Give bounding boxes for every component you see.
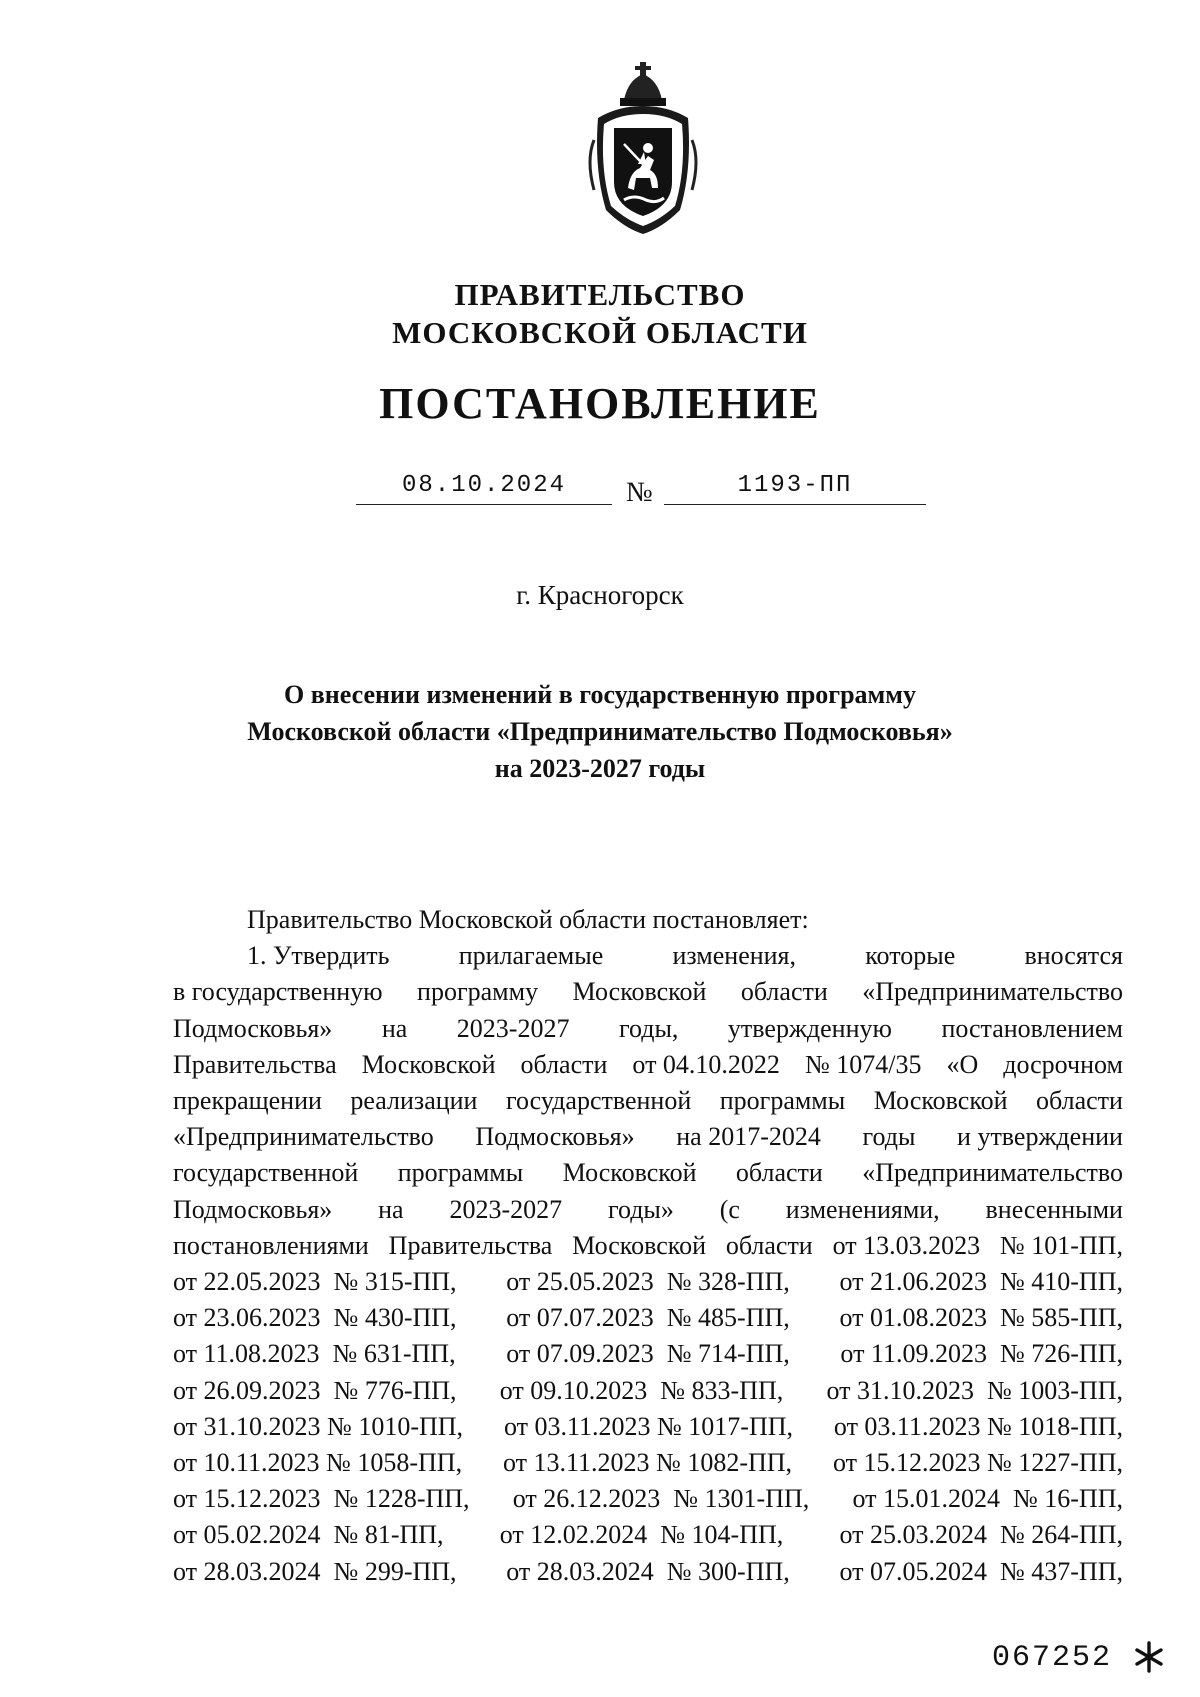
body-word: Московской bbox=[572, 977, 707, 1007]
body-word: в государственную bbox=[173, 977, 383, 1007]
body-word: Правительства bbox=[388, 1230, 553, 1260]
body-line bbox=[173, 1228, 1123, 1264]
body-word: области bbox=[735, 1158, 823, 1188]
body-word: от 28.03.2024 № 300-ПП, bbox=[506, 1556, 790, 1586]
document-type-title: ПОСТАНОВЛЕНИЕ bbox=[379, 379, 821, 428]
body-line bbox=[173, 1300, 1123, 1336]
body-word: от 13.03.2023 bbox=[832, 1230, 981, 1260]
body-line bbox=[173, 1119, 1123, 1155]
body-word: программы bbox=[719, 1086, 846, 1116]
body-word: от 11.08.2023 № 631-ПП, bbox=[173, 1339, 456, 1369]
body-word: которые bbox=[865, 941, 956, 971]
city-name: г. Красногорск bbox=[516, 580, 684, 610]
body-word: на 2017-2024 bbox=[676, 1122, 821, 1152]
body-word: на bbox=[378, 1194, 404, 1224]
body-word: государственной bbox=[173, 1158, 359, 1188]
body-word: от 07.05.2024 № 437-ПП, bbox=[839, 1556, 1123, 1586]
body-paragraph bbox=[173, 938, 1123, 1590]
body-word: от 03.11.2023 № 1017-ПП, bbox=[503, 1411, 794, 1441]
subject-line: на 2023-2027 годы bbox=[494, 754, 706, 783]
body-word: Правительства bbox=[173, 1049, 337, 1079]
body-word: внесенными bbox=[985, 1194, 1123, 1224]
org-name-line1: ПРАВИТЕЛЬСТВО bbox=[454, 277, 746, 312]
body-word: от 15.12.2023 № 1228-ПП, bbox=[173, 1484, 470, 1514]
body-word: изменения, bbox=[672, 941, 797, 971]
body-line bbox=[173, 1517, 1123, 1553]
body-word: годы bbox=[862, 1122, 916, 1152]
body-line bbox=[173, 1481, 1123, 1517]
body-word: «Предпринимательство bbox=[173, 1122, 434, 1152]
body-word: и утверждении bbox=[957, 1122, 1123, 1152]
body-word: от 21.06.2023 № 410-ПП, bbox=[839, 1267, 1123, 1297]
body-word: «Предпринимательство bbox=[862, 1158, 1123, 1188]
body-word: № 1074/35 bbox=[804, 1049, 922, 1079]
body-word: области bbox=[520, 1049, 608, 1079]
body-word: от 26.12.2023 № 1301-ПП, bbox=[512, 1484, 810, 1514]
body-line bbox=[173, 1155, 1123, 1191]
coat-of-arms-icon bbox=[584, 60, 702, 236]
body-word: от 25.05.2023 № 328-ПП, bbox=[506, 1267, 790, 1297]
body-word: годы, bbox=[618, 1013, 679, 1043]
body-word: от 15.12.2023 № 1227-ПП, bbox=[832, 1448, 1123, 1478]
body-word: области bbox=[725, 1230, 813, 1260]
subject-line: Московской области «Предпринимательство Подмосковья» bbox=[247, 717, 953, 746]
body-word: программы bbox=[397, 1158, 524, 1188]
body-line bbox=[173, 1192, 1123, 1228]
document-body bbox=[173, 902, 1123, 1590]
body-word: № 101-ПП, bbox=[999, 1230, 1123, 1260]
body-word: от 09.10.2023 № 833-ПП, bbox=[499, 1375, 784, 1405]
body-word: реализации bbox=[350, 1086, 478, 1116]
body-word: программу bbox=[417, 977, 539, 1007]
number-sign: № bbox=[626, 477, 653, 508]
body-line bbox=[173, 1047, 1123, 1083]
body-word: от 13.11.2023 № 1082-ПП, bbox=[502, 1448, 793, 1478]
body-word: Московской bbox=[572, 1230, 706, 1260]
body-word: утвержденную bbox=[727, 1013, 892, 1043]
body-word: от 28.03.2024 № 299-ПП, bbox=[173, 1556, 457, 1586]
body-line bbox=[173, 1409, 1123, 1445]
body-word: области bbox=[740, 977, 828, 1007]
body-line bbox=[173, 1373, 1123, 1409]
body-intro: Правительство Московской области постановляет: bbox=[247, 905, 809, 934]
body-word: от 04.10.2022 bbox=[632, 1049, 780, 1079]
body-word: «Предпринимательство bbox=[862, 977, 1123, 1007]
body-line bbox=[173, 1011, 1123, 1047]
body-word: от 12.02.2024 № 104-ПП, bbox=[499, 1520, 784, 1550]
body-word: прилагаемые bbox=[458, 941, 604, 971]
body-word: постановлениями bbox=[173, 1230, 369, 1260]
body-word: от 22.05.2023 № 315-ПП, bbox=[173, 1267, 457, 1297]
body-word: от 03.11.2023 № 1018-ПП, bbox=[833, 1411, 1123, 1441]
body-word: прекращении bbox=[173, 1086, 322, 1116]
document-number: 1193-ПП bbox=[664, 470, 926, 505]
body-word: досрочном bbox=[1003, 1049, 1123, 1079]
body-word: от 23.06.2023 № 430-ПП, bbox=[173, 1303, 457, 1333]
body-word: от 25.03.2024 № 264-ПП, bbox=[839, 1520, 1123, 1550]
document-date: 08.10.2024 bbox=[356, 470, 612, 505]
date-number-line bbox=[0, 470, 1200, 510]
body-word: годы» bbox=[607, 1194, 674, 1224]
body-word: Подмосковья» bbox=[475, 1122, 635, 1152]
body-word: Московской bbox=[361, 1049, 496, 1079]
body-word: на bbox=[381, 1013, 408, 1043]
body-line bbox=[173, 938, 1123, 974]
body-word: (с bbox=[719, 1194, 740, 1224]
body-word: от 07.09.2023 № 714-ПП, bbox=[506, 1339, 790, 1369]
asterisk-icon bbox=[1132, 1640, 1166, 1674]
body-word: 2023-2027 bbox=[456, 1013, 570, 1043]
body-word: Московской bbox=[873, 1086, 1008, 1116]
body-word: изменениями, bbox=[785, 1194, 940, 1224]
subject-line: О внесении изменений в государственную программу bbox=[284, 680, 916, 709]
body-line bbox=[173, 1336, 1123, 1372]
org-name-line2: МОСКОВСКОЙ ОБЛАСТИ bbox=[392, 315, 808, 350]
body-word: от 07.07.2023 № 485-ПП, bbox=[506, 1303, 790, 1333]
body-word: Подмосковья» bbox=[173, 1194, 333, 1224]
body-word: от 31.10.2023 № 1003-ПП, bbox=[826, 1375, 1123, 1405]
body-line bbox=[173, 1554, 1123, 1590]
body-word: 1. Утвердить bbox=[247, 941, 390, 971]
body-word: 2023-2027 bbox=[449, 1194, 563, 1224]
body-word: Подмосковья» bbox=[173, 1013, 333, 1043]
body-word: постановлением bbox=[941, 1013, 1123, 1043]
body-word: от 31.10.2023 № 1010-ПП, bbox=[173, 1411, 464, 1441]
body-word: государственной bbox=[505, 1086, 692, 1116]
document-serial-code: 067252 bbox=[992, 1641, 1113, 1675]
body-word: от 26.09.2023 № 776-ПП, bbox=[173, 1375, 457, 1405]
body-line bbox=[173, 974, 1123, 1010]
body-word: от 01.08.2023 № 585-ПП, bbox=[839, 1303, 1123, 1333]
body-line bbox=[173, 1445, 1123, 1481]
body-word: от 10.11.2023 № 1058-ПП, bbox=[173, 1448, 463, 1478]
body-word: от 11.09.2023 № 726-ПП, bbox=[840, 1339, 1123, 1369]
body-line bbox=[173, 1083, 1123, 1119]
body-word: «О bbox=[946, 1049, 979, 1079]
body-word: от 05.02.2024 № 81-ПП, bbox=[173, 1520, 444, 1550]
body-word: вносятся bbox=[1024, 941, 1123, 971]
body-line bbox=[173, 1264, 1123, 1300]
document-subject bbox=[0, 676, 1200, 787]
body-word: области bbox=[1036, 1086, 1123, 1116]
body-word: Московской bbox=[562, 1158, 697, 1188]
body-word: от 15.01.2024 № 16-ПП, bbox=[852, 1484, 1123, 1514]
